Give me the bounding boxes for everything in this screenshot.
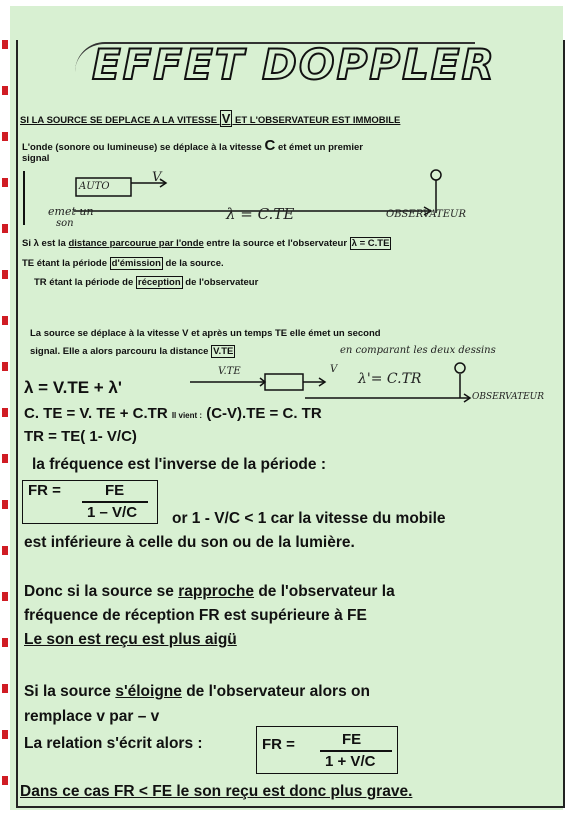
heading-part1: SI LA SOURCE SE DEPLACE A LA VITESSE bbox=[20, 115, 220, 126]
lambda-label: λ = C.TE bbox=[226, 205, 295, 223]
def-line3-a: TR étant la période de bbox=[34, 277, 136, 288]
velocity-label: V. bbox=[152, 170, 164, 185]
def-line3-c: de l'observateur bbox=[182, 277, 259, 288]
def-line2 bbox=[22, 258, 224, 269]
equation-2-c: (C-V).TE = C. TR bbox=[206, 405, 322, 422]
intro-part1: L'onde (sonore ou lumineuse) se déplace à la vitesse bbox=[22, 142, 265, 153]
section-heading bbox=[20, 111, 400, 126]
diagram-source-moving bbox=[16, 165, 536, 235]
def-line2-b: d'émission bbox=[111, 258, 161, 269]
intro-line2: signal bbox=[22, 153, 50, 164]
def-line1 bbox=[22, 238, 391, 249]
equation-2-b: Il vient : bbox=[171, 411, 203, 420]
second-line2-a: signal. Elle a alors parcouru la distance bbox=[30, 346, 212, 357]
formula2-den: 1 + V/C bbox=[325, 753, 376, 770]
observer-icon bbox=[431, 170, 441, 180]
formula2-fraction-bar bbox=[320, 750, 392, 752]
recede-b: s'éloigne bbox=[115, 683, 182, 700]
recede-line1 bbox=[24, 683, 370, 701]
recede-c: de l'observateur alors on bbox=[181, 683, 370, 700]
auto-label: AUTO bbox=[79, 181, 110, 192]
vte-label: V.TE bbox=[218, 366, 241, 377]
formula2-lhs: FR = bbox=[262, 736, 295, 753]
lambda-prime-label: λ'= C.TR bbox=[358, 371, 422, 387]
heading-v: V bbox=[221, 111, 231, 126]
def-line2-c: de la source. bbox=[162, 258, 224, 269]
heading-part2: ET L'OBSERVATEUR EST IMMOBILE bbox=[232, 115, 401, 126]
def-line1-c: entre la source et l'observateur bbox=[203, 238, 350, 249]
formula1-lhs: FR = bbox=[28, 482, 61, 499]
car-box-2 bbox=[265, 374, 303, 390]
formula1-num: FE bbox=[105, 482, 125, 499]
formula1-fraction-bar bbox=[82, 501, 148, 503]
approach-b: rapproche bbox=[178, 583, 255, 600]
approach-line2: fréquence de réception FR est supérieure à FE bbox=[24, 607, 367, 624]
def-line3-b: réception bbox=[137, 277, 181, 288]
equation-2 bbox=[24, 405, 322, 422]
equation-3: TR = TE( 1- V/C) bbox=[24, 428, 137, 445]
equation-2-a: C. TE = V. TE + C.TR bbox=[24, 405, 168, 422]
formula1-line2: est inférieure à celle du son ou de la lumière. bbox=[24, 534, 355, 551]
son-label: son bbox=[56, 218, 74, 229]
binding-strip bbox=[0, 0, 9, 817]
equation-1: λ = V.TE + λ' bbox=[24, 378, 122, 397]
observer-icon-2 bbox=[455, 363, 465, 373]
handwritten-note: en comparant les deux dessins bbox=[340, 345, 496, 356]
recede-a: Si la source bbox=[24, 683, 116, 700]
observer-label: OBSERVATEUR bbox=[386, 209, 467, 220]
intro-part2: et émet un premier bbox=[275, 142, 363, 153]
formula2-num: FE bbox=[342, 731, 362, 748]
formula1-den: 1 – V/C bbox=[87, 504, 138, 521]
v-label-2: V bbox=[330, 364, 338, 375]
approach-line1 bbox=[24, 583, 395, 601]
intro-c: C bbox=[264, 137, 276, 154]
emet-label: emet un bbox=[48, 205, 94, 218]
observer-label-2: OBSERVATEUR bbox=[472, 392, 545, 402]
def-line1-box: λ = C.TE bbox=[351, 238, 390, 249]
frequency-statement: la fréquence est l'inverse de la période : bbox=[32, 456, 326, 473]
second-line2 bbox=[30, 346, 235, 357]
second-line1: La source se déplace à la vitesse V et après un temps TE elle émet un second bbox=[30, 328, 381, 339]
intro-line1 bbox=[22, 137, 363, 154]
approach-c: de l'observateur la bbox=[254, 583, 395, 600]
def-line1-b: distance parcourue par l'onde bbox=[68, 238, 204, 249]
recede-line3: La relation s'écrit alors : bbox=[24, 735, 203, 752]
approach-a: Donc si la source se bbox=[24, 583, 179, 600]
def-line1-a: Si λ est la bbox=[22, 238, 69, 249]
formula1-after: or 1 - V/C < 1 car la vitesse du mobile bbox=[172, 510, 446, 527]
page-title: EFFET DOPPLER bbox=[92, 40, 496, 89]
second-line2-box: V.TE bbox=[213, 346, 234, 357]
recede-line2: remplace v par – v bbox=[24, 708, 160, 725]
approach-line3: Le son est reçu est plus aigü bbox=[24, 631, 237, 648]
def-line3 bbox=[34, 277, 258, 288]
conclusion: Dans ce cas FR < FE le son reçu est donc plus grave. bbox=[20, 783, 413, 800]
def-line2-a: TE étant la période bbox=[22, 258, 110, 269]
